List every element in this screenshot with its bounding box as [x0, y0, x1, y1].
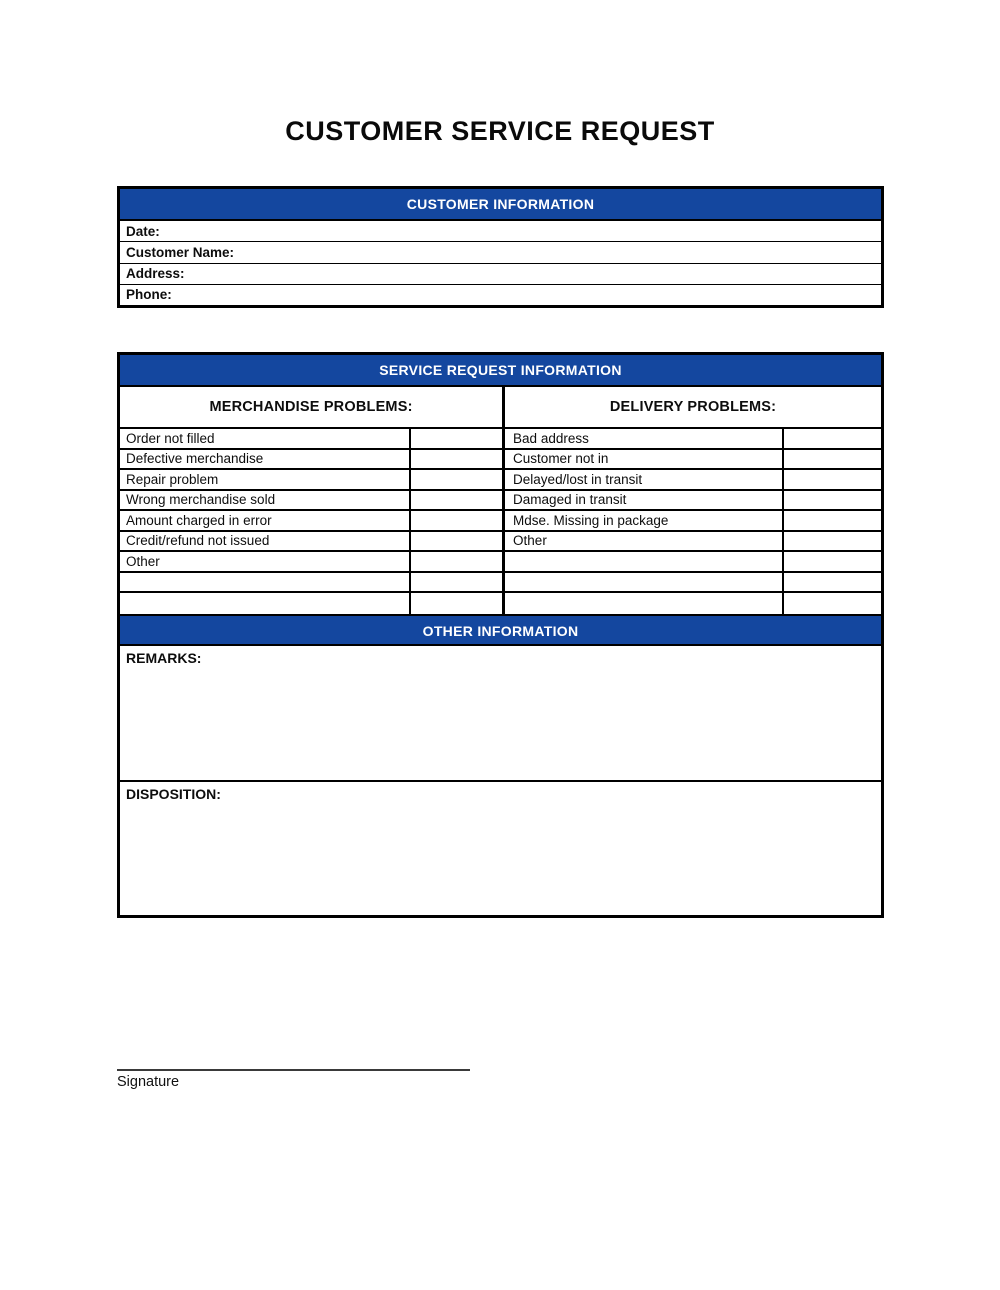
delivery-checkbox-cell[interactable] — [784, 511, 881, 532]
delivery-checkbox-cell[interactable] — [784, 450, 881, 471]
merchandise-problems-header: MERCHANDISE PROBLEMS: — [120, 387, 505, 427]
delivery-checkbox-cell[interactable] — [784, 593, 881, 614]
service-request-header: SERVICE REQUEST INFORMATION — [120, 355, 881, 387]
merchandise-item-label: Amount charged in error — [120, 511, 411, 532]
merchandise-checkbox-cell[interactable] — [411, 573, 505, 594]
customer-information-rows — [120, 221, 881, 305]
merchandise-checkbox-cell[interactable] — [411, 491, 505, 512]
problems-grid — [120, 429, 881, 614]
merchandise-item-label: Order not filled — [120, 429, 411, 450]
address-label: Address: — [126, 266, 185, 282]
customer-name-label: Customer Name: — [126, 244, 235, 260]
page-title: CUSTOMER SERVICE REQUEST — [285, 116, 715, 146]
merchandise-checkbox-cell[interactable] — [411, 552, 505, 573]
phone-input-area[interactable] — [172, 285, 881, 305]
delivery-item-label: Damaged in transit — [505, 491, 784, 512]
delivery-checkbox-cell[interactable] — [784, 491, 881, 512]
merchandise-item-label: Repair problem — [120, 470, 411, 491]
delivery-checkbox-cell[interactable] — [784, 573, 881, 594]
merchandise-checkbox-cell[interactable] — [411, 470, 505, 491]
service-request-table — [117, 352, 884, 918]
merchandise-item-label: Wrong merchandise sold — [120, 491, 411, 512]
delivery-item-label: Other — [505, 532, 784, 553]
signature-label: Signature — [117, 1074, 180, 1090]
merchandise-checkbox-cell[interactable] — [411, 429, 505, 450]
table-row — [120, 285, 881, 305]
remarks-area[interactable] — [120, 646, 881, 782]
delivery-item-writein-area[interactable] — [505, 573, 784, 594]
delivery-checkbox-cell[interactable] — [784, 532, 881, 553]
customer-information-header: CUSTOMER INFORMATION — [120, 189, 881, 221]
delivery-item-label: Mdse. Missing in package — [505, 511, 784, 532]
phone-label: Phone: — [126, 287, 172, 303]
merchandise-item-label: Credit/refund not issued — [120, 532, 411, 553]
delivery-checkbox-cell[interactable] — [784, 470, 881, 491]
merchandise-checkbox-cell[interactable] — [411, 593, 505, 614]
merchandise-checkbox-cell[interactable] — [411, 450, 505, 471]
other-information-header: OTHER INFORMATION — [120, 614, 881, 646]
delivery-checkbox-cell[interactable] — [784, 429, 881, 450]
customer-information-table — [117, 186, 884, 308]
delivery-item-label: Customer not in — [505, 450, 784, 471]
delivery-problems-header: DELIVERY PROBLEMS: — [609, 399, 777, 415]
merchandise-item-writein-area[interactable] — [120, 573, 411, 594]
customer-name-input-area[interactable] — [234, 242, 881, 262]
signature-line[interactable] — [117, 1046, 470, 1071]
delivery-item-label: Delayed/lost in transit — [505, 470, 784, 491]
delivery-checkbox-cell[interactable] — [784, 552, 881, 573]
disposition-area[interactable] — [120, 782, 881, 916]
address-input-area[interactable] — [185, 264, 881, 284]
table-row — [120, 221, 881, 242]
date-input-area[interactable] — [160, 221, 881, 241]
merchandise-item-label: Other — [120, 552, 411, 573]
table-row — [120, 242, 881, 263]
delivery-item-label: Bad address — [505, 429, 784, 450]
problems-subheader-row — [120, 387, 881, 429]
merchandise-item-label: Defective merchandise — [120, 450, 411, 471]
merchandise-checkbox-cell[interactable] — [411, 511, 505, 532]
delivery-item-writein-area[interactable] — [505, 552, 784, 573]
disposition-label: DISPOSITION: — [126, 785, 221, 802]
date-label: Date: — [126, 223, 160, 239]
signature-block — [117, 1046, 470, 1090]
delivery-item-writein-area[interactable] — [505, 593, 784, 614]
merchandise-checkbox-cell[interactable] — [411, 532, 505, 553]
table-row — [120, 264, 881, 285]
remarks-label: REMARKS: — [126, 649, 202, 666]
merchandise-item-writein-area[interactable] — [120, 593, 411, 614]
